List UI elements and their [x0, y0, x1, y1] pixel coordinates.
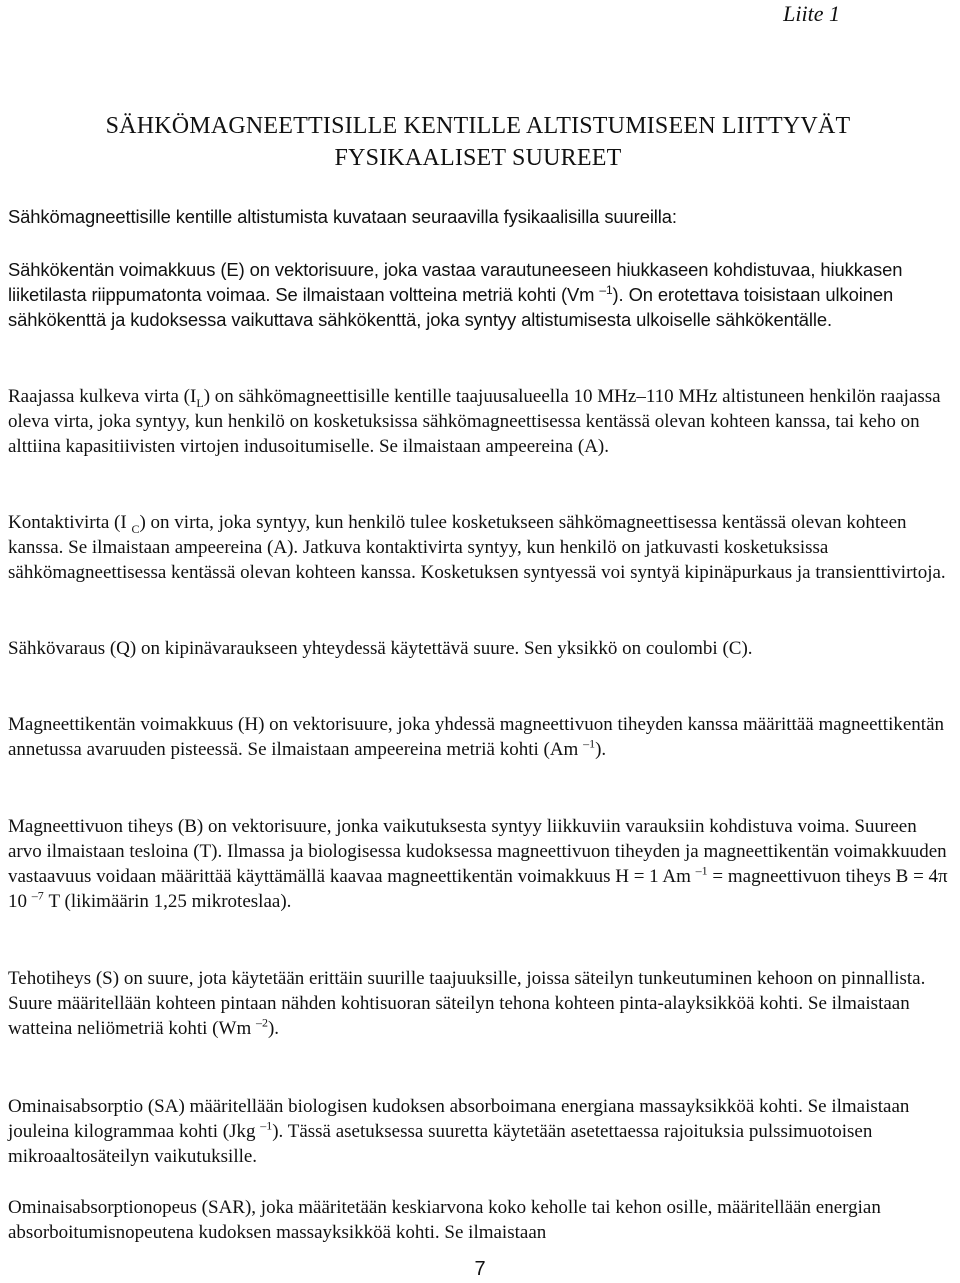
power-density-paragraph: [8, 966, 954, 1041]
sar-paragraph: Ominaisabsorptionopeus (SAR), joka määritetään keskiarvona koko keholle tai kehon osille, määritellään energian absorboitumisnopeutena kudoksen massayksikköä kohti. Se ilmaistaan: [8, 1197, 881, 1243]
flux-density-exponent-2: –7: [31, 888, 44, 903]
limb-current-text-2: ) on sähkömagneettisille kentille taajuusalueella 10 MHz–110 MHz altistuneen henkilön raajassa oleva virta, joka syntyy, kun henkilö on kosketuksissa sähkömagneettisessa kentässä olevan kohteen kanssa, tai keho on alttiina kapasitiivisten virtojen indusoitumiselle. Se ilmaistaan ampeereina (A).: [8, 386, 941, 457]
contact-current-paragraph: [8, 510, 954, 585]
contact-current-text-1: Kontaktivirta (I: [8, 512, 132, 533]
flux-density-paragraph: [8, 814, 954, 914]
limb-current-subscript: L: [196, 395, 204, 410]
page-number: 7: [474, 1258, 486, 1280]
page-title: [8, 110, 948, 174]
title-line-1: SÄHKÖMAGNEETTISILLE KENTILLE ALTISTUMISEEN LIITTYVÄT: [105, 113, 851, 139]
flux-density-text-1: Magneettivuon tiheys (B) on vektorisuure, jonka vaikutuksesta syntyy liikkuviin varauksiin kohdistuva voima. Suureen arvo ilmaistaan tesloina (T). Ilmassa ja biologisessa kudoksessa magneettivuon tiheyden ja magneettikentän voimakkuuden vastaavuus voidaan määrittää käyttämällä kaavaa magneettikentän voimakkuus H = 1 Am: [8, 816, 947, 887]
specific-absorption-text-2: ). Tässä asetuksessa suuretta käytetään asetettaessa rajoituksia pulssimuotoisen mikroaaltosäteilyn vaikutuksille.: [8, 1121, 873, 1167]
intro-paragraph: Sähkömagneettisille kentille altistumista kuvataan seuraavilla fysikaalisilla suureilla:: [8, 206, 677, 227]
appendix-label: Liite 1: [783, 1, 840, 26]
title-line-2: FYSIKAALISET SUUREET: [334, 145, 622, 171]
charge-paragraph: Sähkövaraus (Q) on kipinävaraukseen yhteydessä käytettävä suure. Sen yksikkö on coulombi (C).: [8, 638, 753, 659]
electric-field-paragraph: [8, 257, 954, 332]
power-density-exponent: –2: [255, 1015, 268, 1030]
flux-density-exponent-1: –1: [695, 863, 708, 878]
specific-absorption-paragraph: [8, 1094, 954, 1169]
limb-current-text-1: Raajassa kulkeva virta (I: [8, 386, 197, 407]
power-density-text-2: ).: [267, 1018, 280, 1039]
electric-field-exponent: –1: [599, 282, 613, 297]
flux-density-text-3: T (likimäärin 1,25 mikroteslaa).: [43, 891, 292, 912]
magnetic-field-text-1: Magneettikentän voimakkuus (H) on vektorisuure, joka yhdessä magneettivuon tiheyden kanssa määrittää magneettikentän annetussa avaruuden pisteessä. Se ilmaistaan ampeereina metriä kohti (Am: [8, 714, 945, 760]
electric-field-text-1: Sähkökentän voimakkuus (E) on vektorisuure, joka vastaa varautuneeseen hiukkaseen kohdistuvaa, hiukkasen liiketilasta riippumatonta voimaa. Se ilmaistaan voltteina metriä kohti (Vm: [8, 259, 903, 305]
contact-current-subscript: C: [131, 521, 140, 536]
limb-current-paragraph: [8, 384, 954, 459]
specific-absorption-exponent: –1: [260, 1118, 273, 1133]
specific-absorption-text-1: Ominaisabsorptio (SA) määritellään biologisen kudoksen absorboimana energiana massayksikköä kohti. Se ilmaistaan jouleina kilogrammaa kohti (Jkg: [8, 1096, 910, 1142]
power-density-text-1: Tehotiheys (S) on suure, jota käytetään erittäin suurille taajuuksille, joissa säteilyn tunkeutuminen kehoon on pinnallista. Suure määritellään kohteen pintaan nähden kohtisuoran säteilyn tehona kohteen pinta-alayksikköä kohti. Se ilmaistaan watteina neliömetriä kohti (Wm: [8, 968, 926, 1039]
electric-field-text-2: ). On erotettava toisistaan ulkoinen sähkökenttä ja kudoksessa vaikuttava sähkökenttä, joka syntyy altistumisesta ulkoiselle sähkökentälle.: [8, 284, 894, 330]
magnetic-field-text-2: ).: [595, 739, 607, 760]
contact-current-text-2: ) on virta, joka syntyy, kun henkilö tulee kosketukseen sähkömagneettisessa kentässä olevan kohteen kanssa. Se ilmaistaan ampeereina (A). Jatkuva kontaktivirta syntyy, kun henkilö on jatkuvasti kosketuksissa sähkömagneettisessa kentässä olevan kohteen kanssa. Kosketuksen syntyessä voi syntyä kipinäpurkaus ja transienttivirtoja.: [8, 512, 946, 583]
flux-density-text-2: = magneettivuon tiheys B = 4π 10: [8, 866, 948, 912]
magnetic-field-paragraph: [8, 712, 954, 762]
magnetic-field-exponent: –1: [583, 736, 596, 751]
